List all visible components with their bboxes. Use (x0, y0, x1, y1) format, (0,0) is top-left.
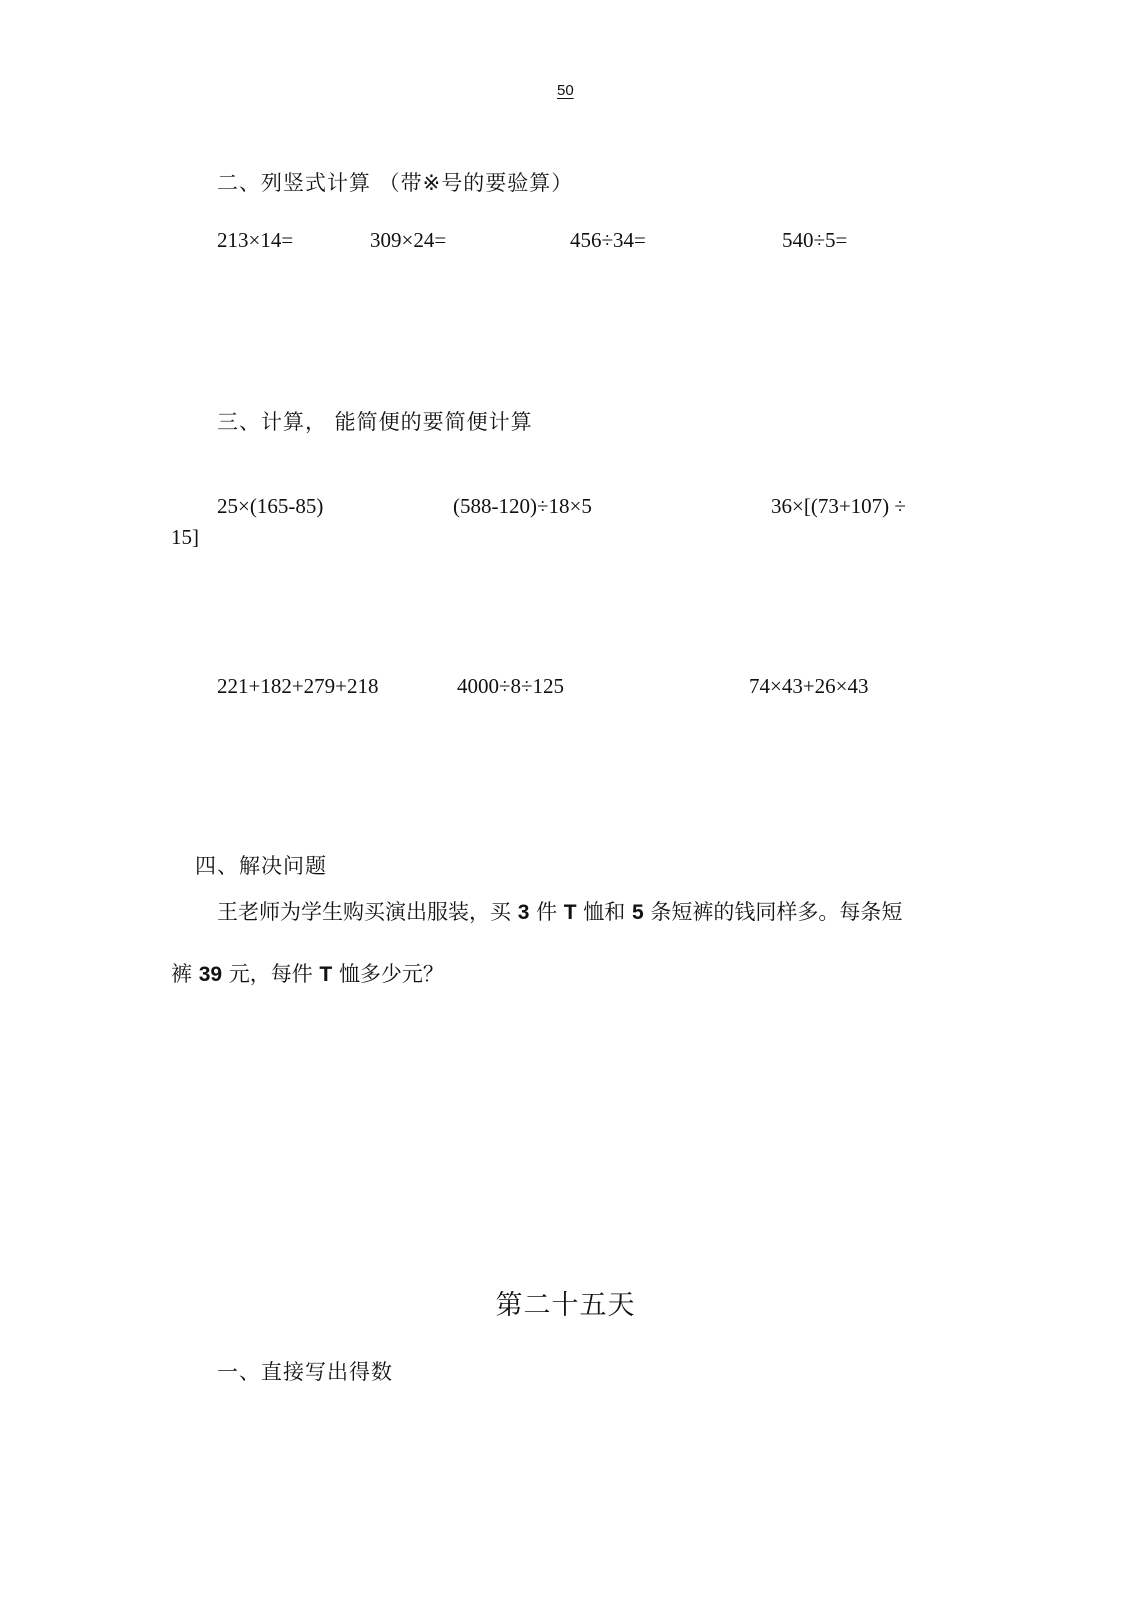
section3-problem-3: 36×[(73+107) ÷ (771, 494, 906, 518)
word-problem-text: 条短裤的钱同样多。每条短 (650, 900, 903, 924)
section3-problem-1: 25×(165-85) (217, 494, 324, 518)
word-problem-number: 5 (631, 901, 644, 924)
day25-section1-heading: 一、直接写出得数 (217, 1360, 393, 1384)
section2-heading: 二、列竖式计算 （带※号的要验算） (217, 171, 574, 195)
section2-problem-3: 456÷34= (570, 228, 646, 252)
word-problem-text: 王老师为学生购买演出服装，买 (217, 900, 511, 924)
section4-heading: 四、解决问题 (195, 854, 327, 878)
section3-problem-5: 4000÷8÷125 (457, 674, 565, 698)
section3-problem-3-wrap: 15] (171, 525, 199, 549)
section2-problem-2: 309×24= (370, 228, 447, 252)
word-problem-line-1 (217, 896, 902, 926)
section3-problem-2: (588-120)÷18×5 (453, 494, 592, 518)
section3-heading: 三、计算， 能简便的要简便计算 (217, 410, 533, 434)
section3-problem-6: 74×43+26×43 (749, 674, 869, 698)
word-problem-text: 恤和 (583, 900, 626, 924)
page-number: 50 (557, 82, 574, 99)
word-problem-letter: T (319, 963, 333, 986)
word-problem-text: 恤多少元？ (338, 962, 444, 986)
word-problem-text: 元，每件 (228, 962, 313, 986)
word-problem-text: 件 (536, 900, 558, 924)
section2-problem-4: 540÷5= (782, 228, 848, 252)
section2-problem-1: 213×14= (217, 228, 294, 252)
word-problem-letter: T (563, 901, 577, 924)
word-problem-line-2 (171, 958, 444, 988)
word-problem-number: 3 (517, 901, 530, 924)
day-title: 第二十五天 (495, 1290, 636, 1321)
word-problem-text: 裤 (171, 962, 192, 986)
word-problem-number: 39 (198, 963, 223, 986)
section3-problem-4: 221+182+279+218 (217, 674, 379, 698)
